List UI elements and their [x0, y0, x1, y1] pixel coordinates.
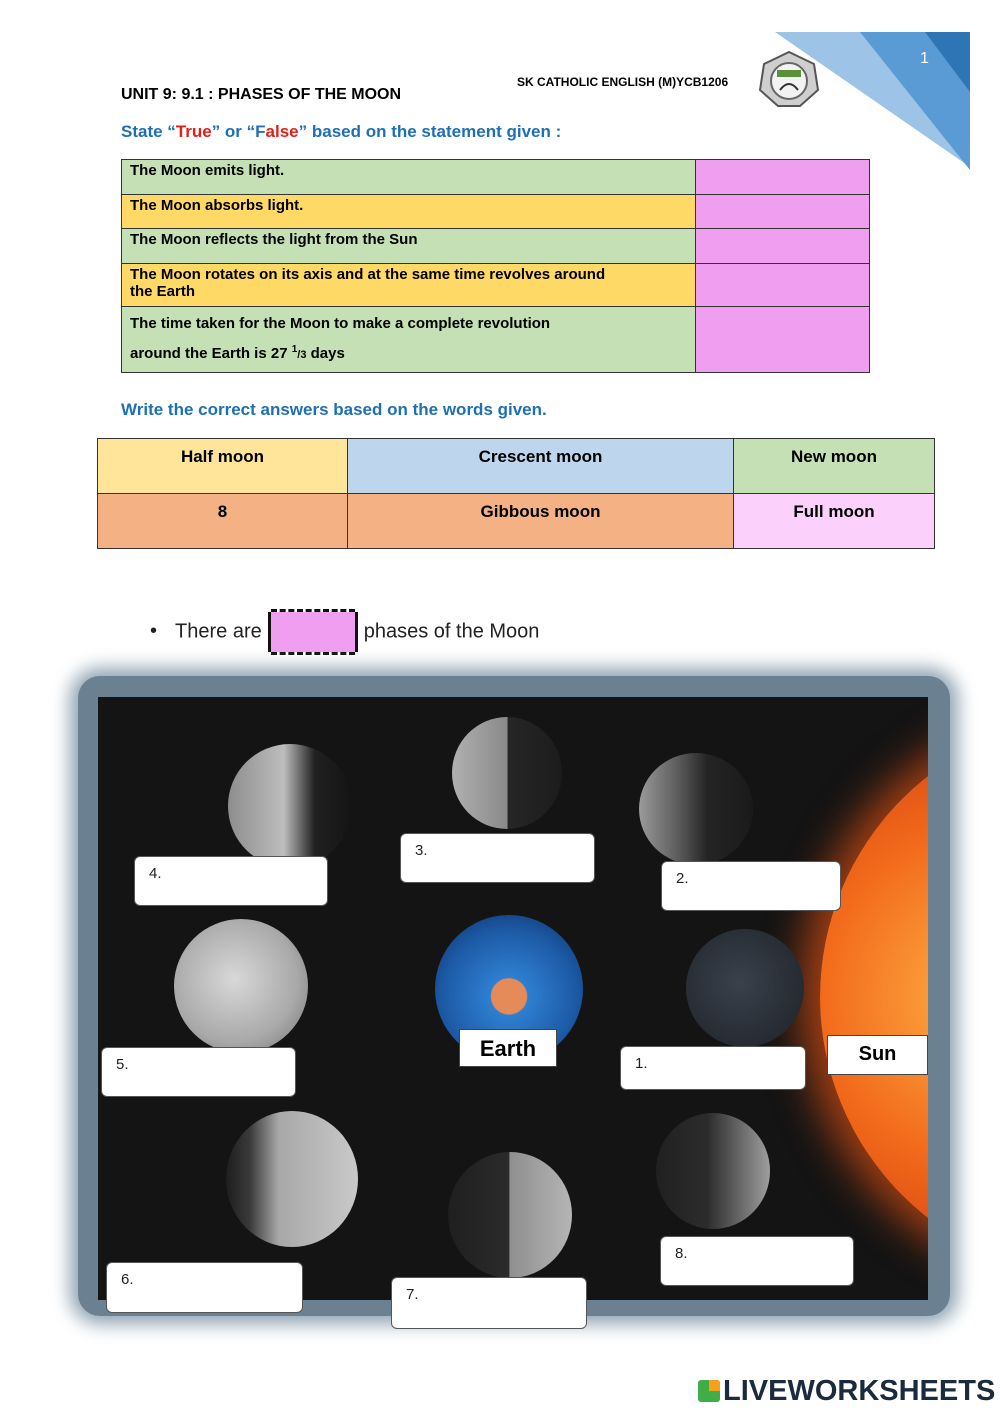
- word-gibbous-moon: Gibbous moon: [348, 494, 734, 549]
- phase-label-2[interactable]: 2.: [661, 861, 841, 911]
- moon-phase-diagram: [98, 697, 928, 1300]
- table-row: [122, 264, 870, 307]
- phase-label-4[interactable]: 4.: [134, 856, 328, 906]
- phase-label-3[interactable]: 3.: [400, 833, 595, 883]
- true-false-instruction: State “True” or “False” based on the statement given :: [121, 122, 562, 141]
- word-full-moon: Full moon: [734, 494, 935, 549]
- statement: The Moon rotates on its axis and at the same time revolves around the Earth: [122, 264, 696, 307]
- school-name: SK CATHOLIC ENGLISH (M)YCB1206: [517, 75, 729, 89]
- moon-gibbous-icon: [226, 1111, 358, 1247]
- answer-input[interactable]: [696, 307, 870, 373]
- answer-input[interactable]: [696, 264, 870, 307]
- sun-label: Sun: [827, 1035, 928, 1075]
- phase-label-6[interactable]: 6.: [106, 1262, 303, 1313]
- liveworksheets-icon: [698, 1380, 720, 1402]
- answer-input[interactable]: [696, 229, 870, 264]
- moon-waxing-crescent-icon: [656, 1113, 770, 1229]
- table-row: [122, 229, 870, 264]
- page-number: 1: [920, 50, 929, 67]
- page-title: UNIT 9: 9.1 : PHASES OF THE MOON: [121, 86, 402, 103]
- word-crescent-moon: Crescent moon: [348, 439, 734, 494]
- table-row: [122, 195, 870, 229]
- moon-crescent-icon: [639, 753, 753, 865]
- phase-label-7[interactable]: 7.: [391, 1277, 587, 1329]
- word-bank-instruction: Write the correct answers based on the words given.: [121, 400, 547, 419]
- word-half-moon: Half moon: [98, 439, 348, 494]
- statement: The Moon reflects the light from the Sun: [122, 229, 696, 264]
- answer-input[interactable]: [696, 160, 870, 195]
- earth-label: Earth: [459, 1029, 557, 1067]
- phases-count-input[interactable]: [268, 612, 358, 652]
- liveworksheets-logo: LIVEWORKSHEETS: [698, 1375, 995, 1408]
- word-new-moon: New moon: [734, 439, 935, 494]
- true-false-table: [121, 159, 870, 373]
- table-row: [98, 439, 935, 494]
- phase-label-1[interactable]: 1.: [620, 1046, 806, 1090]
- moon-waning-crescent-icon: [228, 744, 352, 868]
- statement: The Moon absorbs light.: [122, 195, 696, 229]
- word-bank-table: [97, 438, 935, 549]
- phases-sentence: • There are phases of the Moon: [150, 612, 539, 652]
- phase-label-8[interactable]: 8.: [660, 1236, 854, 1286]
- table-row: [122, 307, 870, 373]
- moon-new-icon: [686, 929, 804, 1047]
- table-row: [98, 494, 935, 549]
- sun-icon: [820, 717, 928, 1277]
- moon-half-bottom-icon: [448, 1152, 572, 1278]
- bullet-icon: •: [150, 620, 158, 643]
- statement: The time taken for the Moon to make a complete revolution around the Earth is 27 $^1$/3 days: [122, 307, 696, 373]
- statement: The Moon emits light.: [122, 160, 696, 195]
- moon-half-icon: [452, 717, 562, 829]
- phase-label-5[interactable]: 5.: [101, 1047, 296, 1097]
- answer-input[interactable]: [696, 195, 870, 229]
- table-row: [122, 160, 870, 195]
- school-logo-icon: [758, 50, 820, 108]
- word-eight: 8: [98, 494, 348, 549]
- moon-full-icon: [174, 919, 308, 1053]
